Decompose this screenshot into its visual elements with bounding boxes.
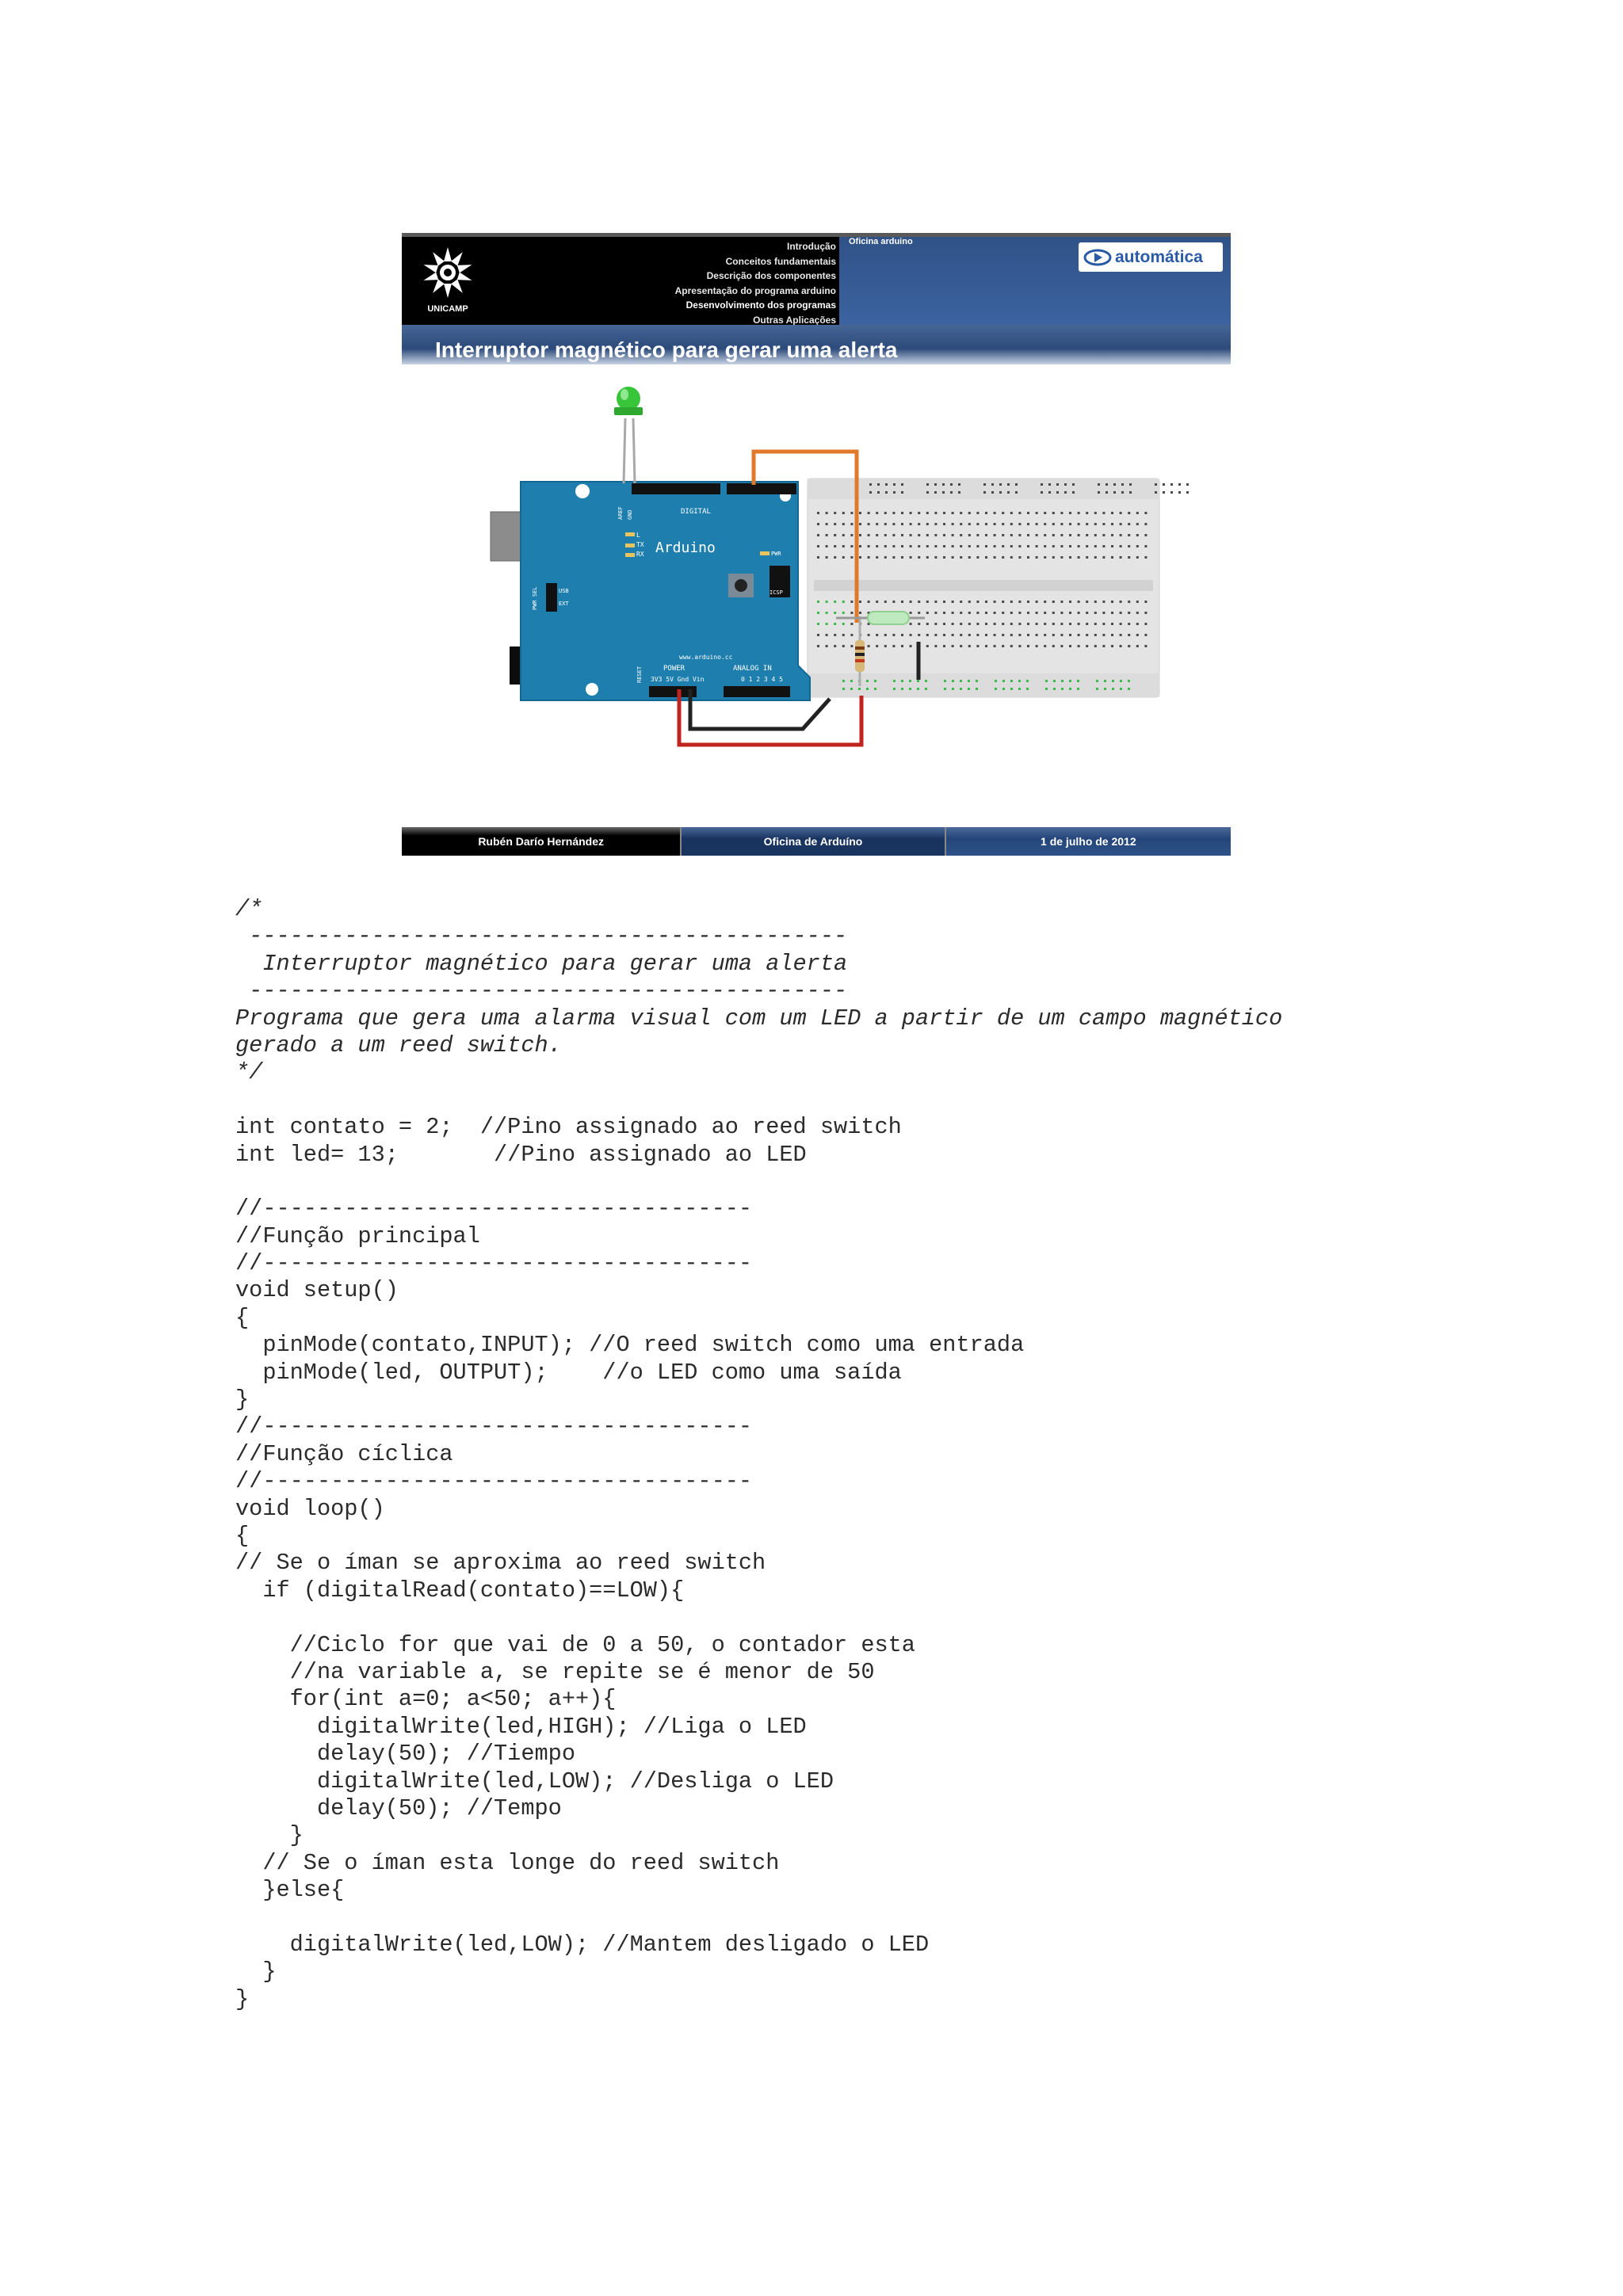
code-line [235, 1087, 1282, 1114]
slide-title: Interruptor magnético para gerar uma alerta [435, 338, 898, 362]
website-label: www.arduino.cc [679, 654, 733, 661]
unicamp-emblem-icon [416, 244, 479, 303]
tx-label: TX [636, 541, 644, 548]
code-line: digitalWrite(led,LOW); //Mantem desligado o LED [235, 1931, 930, 1958]
code-line: // Se o íman se aproxima ao reed switch [235, 1550, 766, 1577]
code-line [235, 1604, 1282, 1631]
code-line [235, 1169, 1282, 1196]
slide-header [402, 233, 1231, 364]
menu-item: Conceitos fundamentais [725, 255, 836, 267]
code-line: -------------------------------------------- [235, 923, 848, 950]
footer-date: 1 de julho de 2012 [945, 827, 1231, 856]
code-line: int contato = 2; //Pino assignado ao reed switch [235, 1114, 902, 1141]
pwr-sel-label: PWR SEL [532, 586, 538, 610]
brand-badge [1079, 242, 1223, 272]
code-line: gerado a um reed switch. [235, 1032, 562, 1058]
slide-title-bar [402, 325, 1231, 364]
code-line: { [235, 1522, 250, 1549]
digital-label: DIGITAL [681, 508, 711, 516]
aref-label: AREF [617, 506, 624, 520]
board-name: Arduino [655, 540, 716, 556]
header-blue-panel [839, 233, 1231, 325]
menu-item: Descrição dos componentes [706, 270, 836, 281]
code-line: void loop() [235, 1495, 385, 1522]
logo-text: UNICAMP [427, 304, 468, 314]
slide-footer [402, 827, 1231, 856]
code-line: digitalWrite(led,HIGH); //Liga o LED [235, 1713, 807, 1740]
code-line: } [235, 1958, 277, 1985]
menu-item: Apresentação do programa arduino [674, 284, 836, 296]
power-label: POWER [663, 665, 685, 673]
code-line: delay(50); //Tiempo [235, 1741, 575, 1768]
code-line: Interruptor magnético para gerar uma alerta [235, 950, 848, 977]
ext-label: EXT [559, 601, 569, 607]
play-icon [1083, 249, 1112, 266]
pwr-label: PWR [771, 551, 781, 557]
code-line: //Ciclo for que vai de 0 a 50, o contador esta [235, 1631, 915, 1658]
power-pins-label: 3V3 5V Gnd Vin [651, 676, 705, 683]
led-component [614, 387, 643, 483]
header-black-panel [402, 233, 839, 325]
code-line: //------------------------------------ [235, 1468, 753, 1495]
code-line: */ [235, 1059, 263, 1086]
reset-label: RESET [636, 666, 643, 683]
code-line: }else{ [235, 1877, 345, 1904]
code-line: //Função principal [235, 1222, 480, 1249]
usb-label: USB [559, 588, 569, 594]
code-line: -------------------------------------------- [235, 978, 848, 1005]
source-code [235, 896, 1282, 2013]
code-line: { [235, 1304, 250, 1331]
code-line: //------------------------------------ [235, 1196, 753, 1222]
slide-menu [575, 239, 836, 327]
code-line: delay(50); //Tempo [235, 1794, 562, 1821]
section-label: Oficina arduino [849, 237, 913, 246]
code-line: } [235, 1822, 304, 1849]
code-line: } [235, 1386, 250, 1413]
code-line: //------------------------------------ [235, 1413, 753, 1440]
analog-pins-label: 0 1 2 3 4 5 [741, 676, 783, 683]
slide-image [402, 233, 1231, 856]
menu-item: Outras Aplicações [753, 314, 836, 326]
code-line: for(int a=0; a<50; a++){ [235, 1686, 617, 1713]
analog-label: ANALOG IN [733, 665, 772, 673]
arduino-board [491, 482, 810, 700]
brand-name: automática [1115, 247, 1203, 266]
code-line: pinMode(led, OUTPUT); //o LED como uma saída [235, 1359, 902, 1386]
code-line: Programa que gera uma alarma visual com um LED a partir de um campo magnético [235, 1005, 1283, 1032]
code-line [235, 1904, 1282, 1931]
circuit-diagram [402, 364, 1231, 796]
unicamp-logo [416, 244, 479, 315]
code-line: // Se o íman esta longe do reed switch [235, 1849, 780, 1876]
l-label: L [636, 532, 640, 539]
icsp-label: ICSP [769, 589, 783, 596]
code-line: //------------------------------------ [235, 1250, 753, 1277]
rx-label: RX [636, 551, 644, 558]
gnd-label: GND [627, 509, 633, 520]
code-line: //na variable a, se repite se é menor de 50 [235, 1658, 875, 1685]
code-line: int led= 13; //Pino assignado ao LED [235, 1141, 807, 1168]
menu-item: Introdução [787, 241, 836, 252]
code-line: /* [235, 896, 263, 922]
header-top-rule [402, 233, 1231, 237]
menu-item-active: Desenvolvimento dos programas [685, 299, 836, 311]
code-line: if (digitalRead(contato)==LOW){ [235, 1577, 685, 1604]
footer-title: Oficina de Arduíno [680, 827, 944, 856]
footer-author: Rubén Darío Hernández [402, 827, 680, 856]
code-line: pinMode(contato,INPUT); //O reed switch como uma entrada [235, 1332, 1025, 1359]
breadboard [808, 479, 1189, 697]
code-line: //Função cíclica [235, 1440, 453, 1467]
code-line: digitalWrite(led,LOW); //Desliga o LED [235, 1768, 834, 1794]
code-line: } [235, 1985, 250, 2012]
code-line: void setup() [235, 1277, 399, 1304]
